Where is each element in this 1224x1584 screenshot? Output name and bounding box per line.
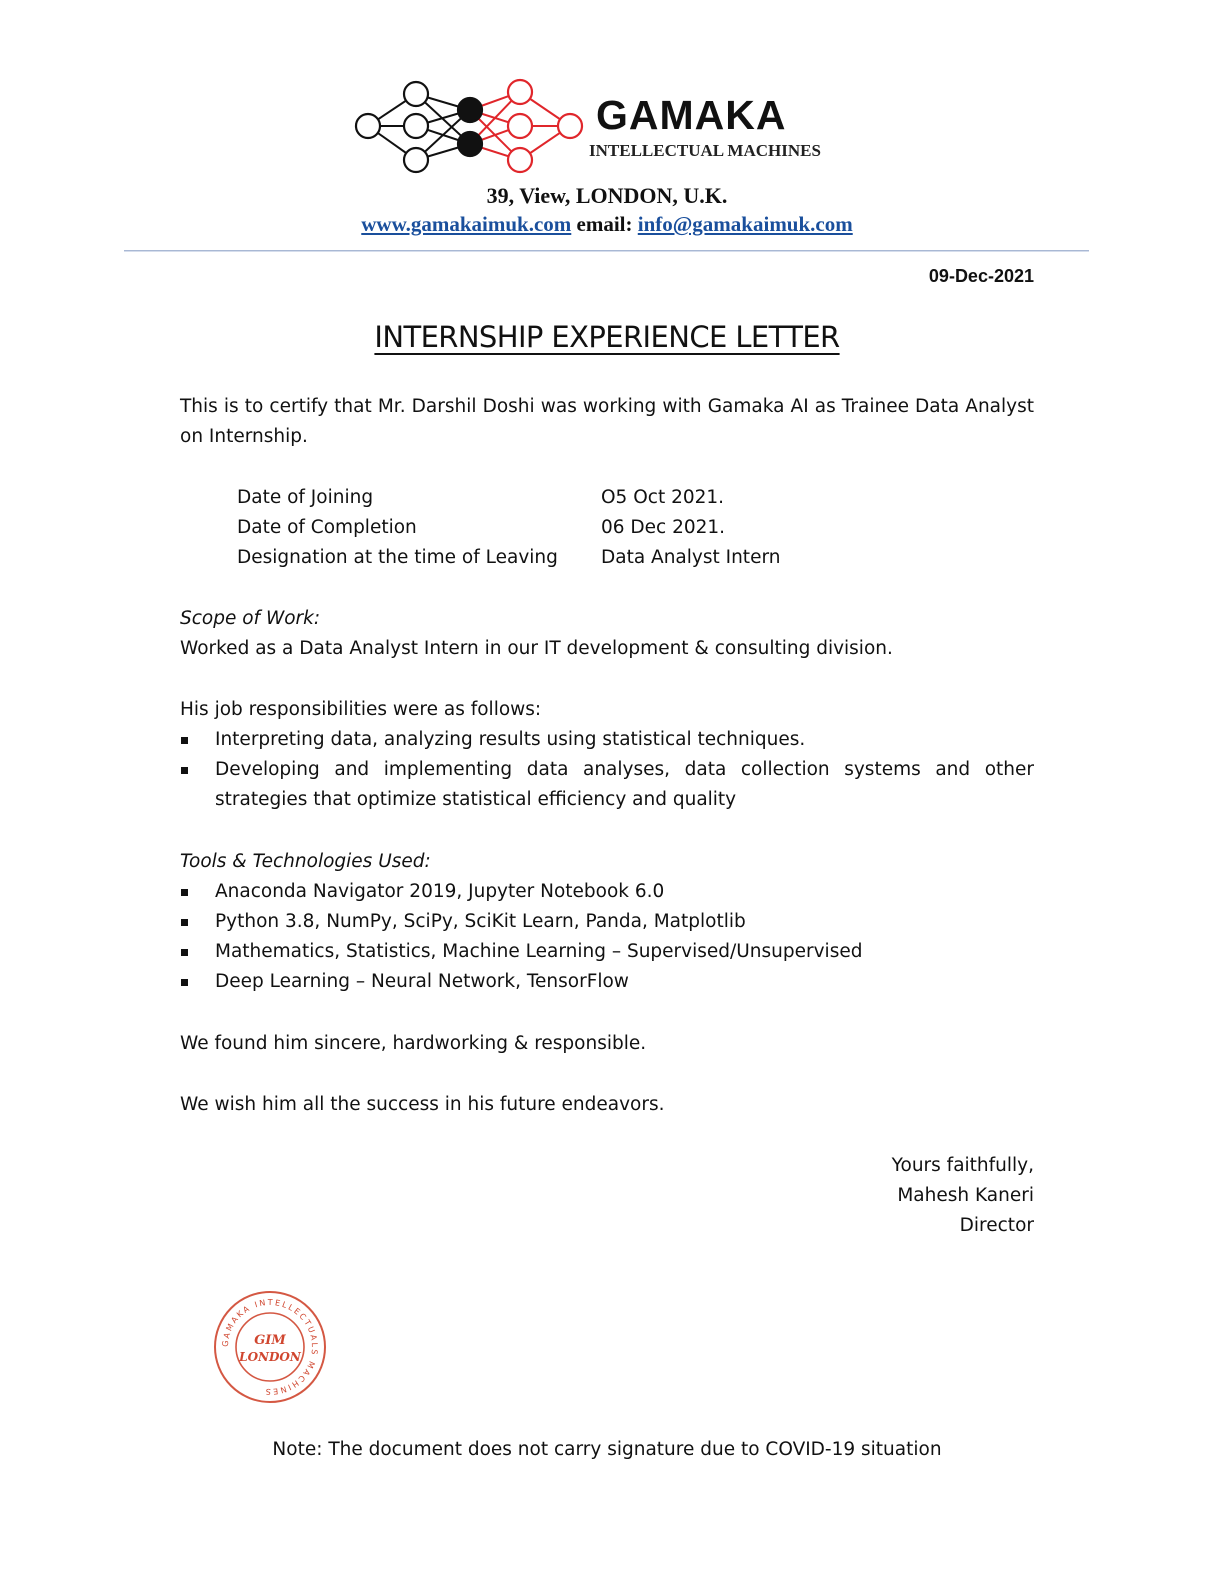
detail-value: Data Analyst Intern xyxy=(601,547,781,568)
detail-label: Date of Completion xyxy=(237,517,417,538)
intro-paragraph: This is to certify that Mr. Darshil Doshi was working with Gamaka AI as Trainee Data Analyst on Internship. xyxy=(180,396,1034,447)
responsibilities-list xyxy=(180,725,1034,815)
scope-text: Worked as a Data Analyst Intern in our IT development & consulting division. xyxy=(180,638,893,659)
tools-list xyxy=(180,877,1034,997)
internship-details xyxy=(237,483,937,573)
list-item: Python 3.8, NumPy, SciPy, SciKit Learn, Panda, Matplotlib xyxy=(180,907,1034,937)
signatory-role: Director xyxy=(959,1215,1034,1236)
remark-wishes: We wish him all the success in his future endeavors. xyxy=(180,1094,665,1115)
letter-date: 09-Dec-2021 xyxy=(928,266,1034,286)
company-address: 39, View, LONDON, U.K. xyxy=(486,183,728,208)
detail-value: 06 Dec 2021. xyxy=(601,517,726,538)
letter-title-text: INTERNSHIP EXPERIENCE LETTER xyxy=(374,320,840,354)
list-item: Interpreting data, analyzing results using statistical techniques. xyxy=(180,725,1034,755)
company-tagline: INTELLECTUAL MACHINES xyxy=(589,141,821,160)
list-item: Developing and implementing data analyses, data collection systems and other strategies that optimize statistical efficiency and quality xyxy=(180,755,1034,815)
detail-label: Designation at the time of Leaving xyxy=(237,547,558,568)
scope-heading: Scope of Work: xyxy=(180,608,321,629)
email-link[interactable]: info@gamakaimuk.com xyxy=(637,212,853,236)
list-item: Deep Learning – Neural Network, TensorFlow xyxy=(180,967,1034,997)
signatory-name: Mahesh Kaneri xyxy=(897,1185,1034,1206)
header-divider xyxy=(124,250,1089,252)
neural-network-logo-icon xyxy=(348,74,588,184)
responsibilities-heading: His job responsibilities were as follows: xyxy=(180,699,542,720)
stamp-line1: GIM xyxy=(254,1333,286,1348)
detail-label: Date of Joining xyxy=(237,487,374,508)
tools-heading: Tools & Technologies Used: xyxy=(180,851,431,872)
detail-value: O5 Oct 2021. xyxy=(601,487,725,508)
stamp-ring-text: GAMAKA INTELLECTUALS MACHINES xyxy=(220,1297,320,1397)
email-label: email: xyxy=(576,212,633,236)
stamp-line2: LONDON xyxy=(239,1350,301,1364)
signature-block xyxy=(892,1151,1034,1241)
closing-salutation: Yours faithfully, xyxy=(891,1155,1034,1176)
list-item: Mathematics, Statistics, Machine Learning – Supervised/Unsupervised xyxy=(180,937,1034,967)
list-item: Anaconda Navigator 2019, Jupyter Notebook 6.0 xyxy=(180,877,1034,907)
footer-note: Note: The document does not carry signature due to COVID-19 situation xyxy=(272,1439,942,1460)
remark-sincere: We found him sincere, hardworking & responsible. xyxy=(180,1033,647,1054)
company-stamp-icon xyxy=(212,1289,328,1405)
website-link[interactable]: www.gamakaimuk.com xyxy=(361,212,572,236)
company-name: GAMAKA xyxy=(596,92,787,138)
detail-row xyxy=(237,483,937,513)
detail-row xyxy=(237,543,937,573)
letter-title xyxy=(0,320,1214,354)
contact-line xyxy=(0,212,1214,237)
detail-row xyxy=(237,513,937,543)
